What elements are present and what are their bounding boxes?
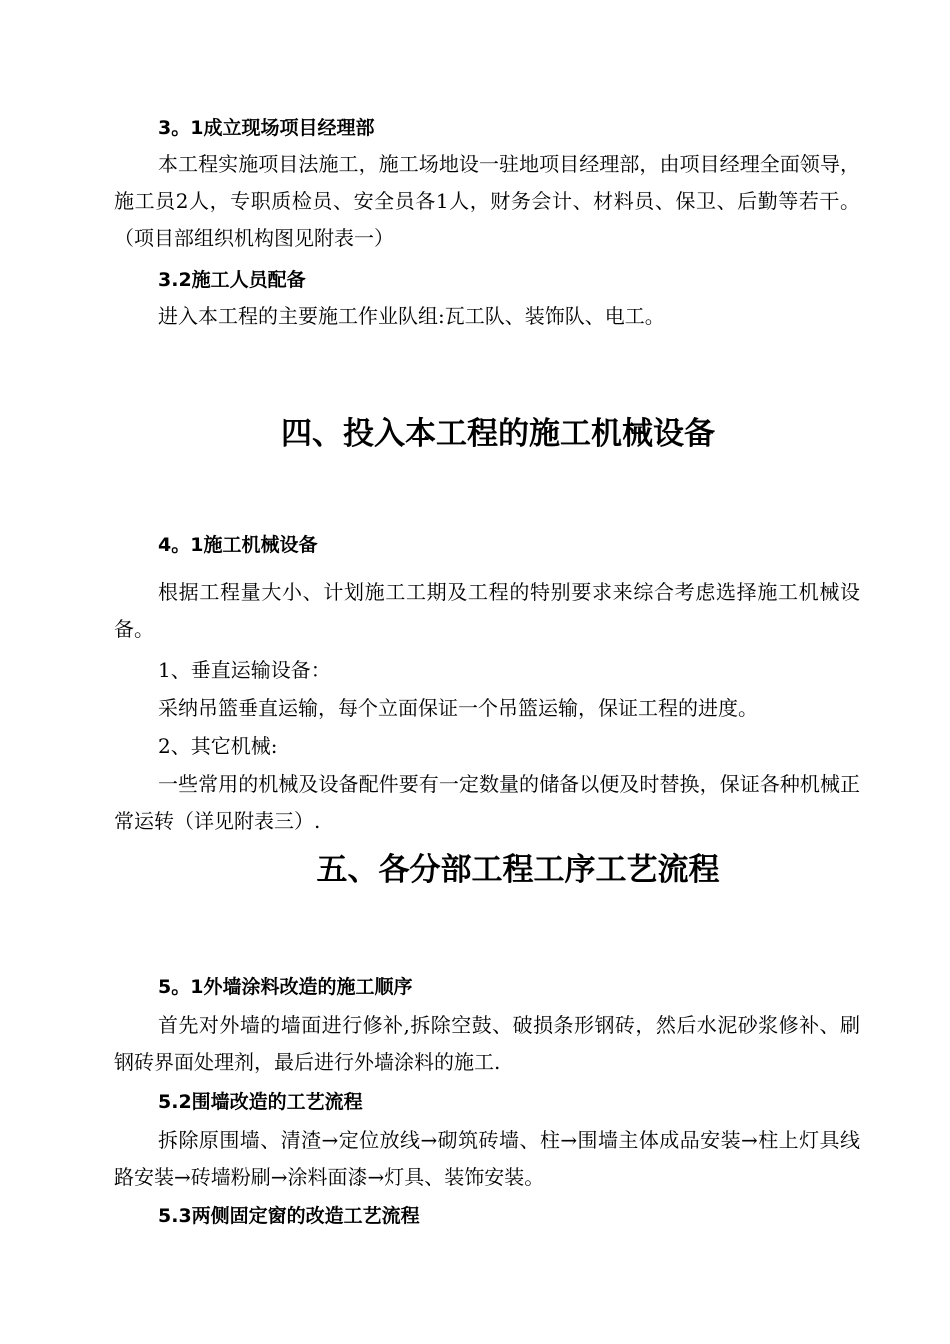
section-heading-5-3: 5.3两侧固定窗的改造工艺流程 <box>158 1205 420 1227</box>
section-heading-3-2: 3.2施工人员配备 <box>158 269 306 291</box>
section-paragraph-4-1: 根据工程量大小、计划施工工期及工程的特别要求来综合考虑选择施工机械设备。 <box>114 580 860 641</box>
section-heading-5-2: 5.2围墙改造的工艺流程 <box>158 1091 363 1113</box>
section-paragraph-3-1: 本工程实施项目法施工，施工场地设一驻地项目经理部，由项目经理全面领导，施工员2人，专职质检员、安全员各1人，财务会计、材料员、保卫、后勤等若干。（项目部组织机构图见附表一） <box>114 152 860 250</box>
section-heading-3-1: 3。1成立现场项目经理部 <box>158 117 375 139</box>
section-heading-5-1: 5。1外墙涂料改造的施工顺序 <box>158 976 413 998</box>
section-paragraph-3-2: 进入本工程的主要施工作业队组:瓦工队、装饰队、电工。 <box>158 304 665 328</box>
list-item-2-label: 2、其它机械: <box>158 734 278 758</box>
chapter-title-4: 四、投入本工程的施工机械设备 <box>281 416 715 452</box>
section-paragraph-5-2: 拆除原围墙、清渣→定位放线→砌筑砖墙、柱→围墙主体成品安装→柱上灯具线路安装→砖墙粉刷→涂料面漆→灯具、装饰安装。 <box>114 1128 860 1189</box>
section-heading-4-1: 4。1施工机械设备 <box>158 534 318 556</box>
list-item-1-label: 1、垂直运输设备： <box>158 658 331 682</box>
chapter-title-5: 五、各分部工程工序工艺流程 <box>316 852 720 888</box>
list-item-1-text: 采纳吊篮垂直运输，每个立面保证一个吊篮运输，保证工程的进度。 <box>158 696 758 720</box>
section-paragraph-5-1: 首先对外墙的墙面进行修补,拆除空鼓、破损条形钢砖，然后水泥砂浆修补、刷钢砖界面处理剂，最后进行外墙涂料的施工. <box>114 1013 860 1074</box>
list-item-2-text: 一些常用的机械及设备配件要有一定数量的储备以便及时替换，保证各种机械正常运转（详见附表三）. <box>114 772 860 833</box>
